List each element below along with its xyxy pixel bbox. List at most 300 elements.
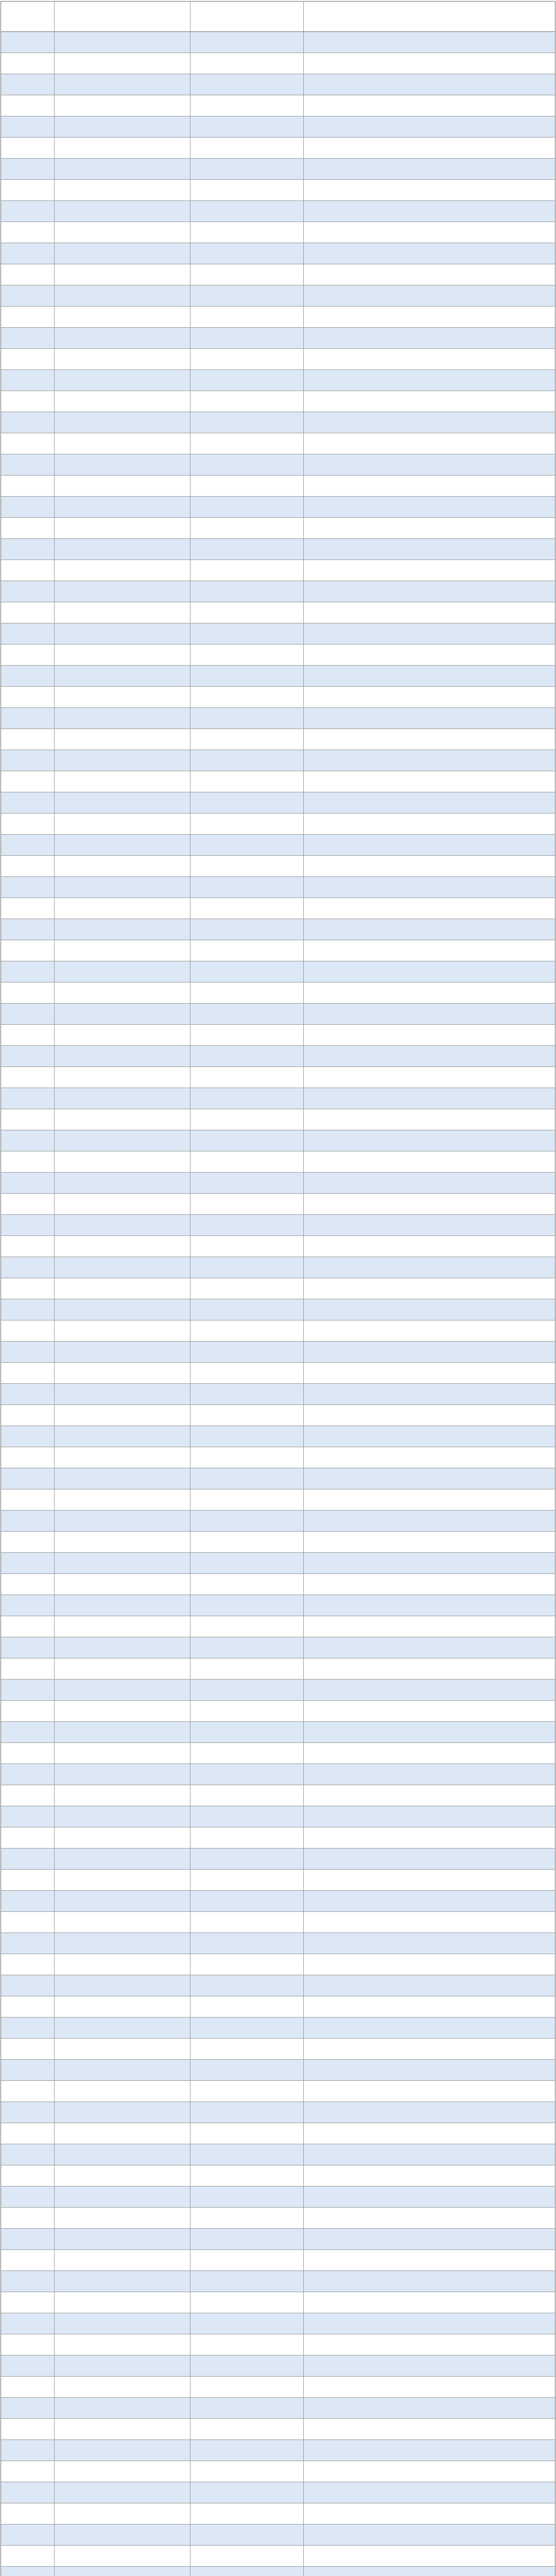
cell-time [190,1511,304,1531]
cell-name [1,560,55,581]
table-row [1,602,555,623]
cell-place [304,1722,555,1742]
cell-place [304,1320,555,1341]
cell-name [1,2419,55,2439]
cell-place [304,1975,555,1996]
cell-name [1,433,55,454]
cell-place [304,581,555,602]
table-row [1,1996,555,2018]
cell-unit [55,74,190,95]
cell-name [1,1658,55,1679]
cell-time [190,940,304,961]
cell-name [1,1130,55,1151]
cell-name [1,518,55,538]
cell-name [1,1151,55,1172]
cell-time [190,1701,304,1721]
cell-name [1,1405,55,1426]
table-row [1,1320,555,1342]
cell-place [304,1130,555,1151]
cell-place [304,1849,555,1869]
cell-time [190,159,304,179]
registration-table [1,1,555,2576]
cell-unit [55,53,190,74]
cell-place [304,2271,555,2292]
cell-unit [55,1299,190,1320]
cell-name [1,1553,55,1573]
cell-place [304,1574,555,1595]
cell-name [1,687,55,707]
cell-place [304,898,555,919]
cell-time [190,1637,304,1658]
cell-name [1,1004,55,1024]
table-row [1,1975,555,1996]
cell-place [304,560,555,581]
cell-name [1,116,55,137]
cell-time [190,2503,304,2524]
cell-name [1,940,55,961]
cell-name [1,1722,55,1742]
cell-place [304,1342,555,1362]
cell-place [304,2018,555,2038]
cell-unit [55,2313,190,2334]
table-row [1,1616,555,1637]
cell-place [304,1405,555,1426]
table-row [1,2440,555,2461]
table-row [1,1511,555,1532]
table-row [1,2567,555,2576]
cell-time [190,856,304,876]
cell-time [190,2377,304,2397]
table-row [1,1574,555,1595]
cell-unit [55,433,190,454]
table-row [1,1236,555,1257]
cell-unit [55,2123,190,2144]
cell-time [190,1130,304,1151]
cell-unit [55,201,190,222]
cell-time [190,1891,304,1911]
cell-time [190,1595,304,1616]
table-row [1,1130,555,1151]
cell-place [304,1954,555,1975]
cell-name [1,1511,55,1531]
cell-unit [55,1320,190,1341]
cell-unit [55,1637,190,1658]
cell-name [1,1680,55,1700]
cell-place [304,180,555,200]
table-row [1,1870,555,1891]
cell-unit [55,1553,190,1573]
cell-time [190,1236,304,1257]
table-row [1,2313,555,2334]
cell-time [190,539,304,560]
cell-name [1,74,55,95]
cell-unit [55,2482,190,2503]
cell-place [304,2377,555,2397]
table-row [1,1680,555,1701]
cell-unit [55,32,190,53]
table-row [1,433,555,454]
cell-name [1,814,55,834]
cell-place [304,1025,555,1045]
cell-place [304,1891,555,1911]
cell-place [304,497,555,517]
table-row [1,560,555,581]
table-row [1,1151,555,1173]
cell-place [304,919,555,940]
cell-unit [55,1743,190,1764]
cell-name [1,1088,55,1109]
table-row [1,1489,555,1511]
cell-time [190,1384,304,1404]
cell-time [190,307,304,327]
cell-place [304,243,555,264]
cell-unit [55,1088,190,1109]
cell-place [304,1785,555,1806]
table-row [1,1827,555,1849]
cell-name [1,2461,55,2482]
cell-unit [55,2271,190,2292]
table-row [1,53,555,74]
cell-name [1,2250,55,2270]
cell-unit [55,2355,190,2376]
cell-unit [55,982,190,1003]
cell-unit [55,750,190,771]
cell-time [190,1215,304,1235]
cell-time [190,328,304,348]
cell-place [304,2503,555,2524]
table-row [1,1405,555,1426]
cell-time [190,2123,304,2144]
cell-name [1,2123,55,2144]
cell-place [304,623,555,644]
cell-time [190,2482,304,2503]
cell-unit [55,1532,190,1552]
cell-unit [55,1004,190,1024]
cell-time [190,1975,304,1996]
table-row [1,771,555,792]
cell-place [304,2165,555,2186]
cell-name [1,729,55,750]
cell-place [304,2461,555,2482]
table-row [1,1637,555,1658]
cell-time [190,1680,304,1700]
cell-place [304,1004,555,1024]
cell-name [1,1257,55,1278]
cell-unit [55,1067,190,1088]
cell-name [1,1447,55,1468]
table-row [1,2039,555,2060]
cell-unit [55,2144,190,2165]
table-row [1,1109,555,1130]
cell-unit [55,1722,190,1742]
cell-time [190,2102,304,2123]
cell-place [304,1109,555,1130]
cell-unit [55,729,190,750]
cell-place [304,1257,555,1278]
cell-unit [55,792,190,813]
cell-name [1,1891,55,1911]
cell-time [190,687,304,707]
cell-place [304,2081,555,2102]
cell-name [1,1870,55,1890]
cell-place [304,961,555,982]
cell-name [1,602,55,623]
column-header-place [304,2,555,31]
table-row [1,497,555,518]
cell-time [190,1363,304,1383]
cell-time [190,919,304,940]
cell-time [190,1067,304,1088]
cell-unit [55,1447,190,1468]
cell-name [1,2355,55,2376]
cell-place [304,1426,555,1447]
table-row [1,940,555,961]
cell-place [304,32,555,53]
cell-place [304,602,555,623]
cell-place [304,1806,555,1827]
cell-unit [55,1109,190,1130]
cell-unit [55,539,190,560]
table-row [1,476,555,497]
cell-time [190,2018,304,2038]
cell-time [190,2334,304,2355]
cell-place [304,201,555,222]
table-row [1,1806,555,1827]
cell-place [304,412,555,433]
table-row [1,2165,555,2187]
cell-time [190,264,304,285]
table-row [1,1785,555,1806]
cell-time [190,53,304,74]
cell-time [190,560,304,581]
table-row [1,2250,555,2271]
cell-time [190,412,304,433]
table-row [1,1532,555,1553]
cell-place [304,2398,555,2418]
cell-name [1,2229,55,2249]
cell-name [1,2102,55,2123]
cell-time [190,2081,304,2102]
cell-name [1,2144,55,2165]
cell-name [1,1489,55,1510]
cell-place [304,940,555,961]
cell-name [1,454,55,475]
cell-unit [55,2419,190,2439]
cell-name [1,2060,55,2080]
cell-name [1,2377,55,2397]
cell-place [304,1363,555,1383]
table-row [1,2398,555,2419]
table-row [1,750,555,771]
cell-time [190,666,304,686]
cell-place [304,2187,555,2207]
cell-time [190,1257,304,1278]
cell-unit [55,1194,190,1214]
cell-unit [55,2187,190,2207]
cell-time [190,898,304,919]
cell-name [1,1954,55,1975]
cell-name [1,708,55,728]
cell-unit [55,1658,190,1679]
table-row [1,2018,555,2039]
cell-time [190,1722,304,1742]
cell-unit [55,1849,190,1869]
cell-place [304,1173,555,1193]
cell-time [190,982,304,1003]
cell-name [1,1320,55,1341]
table-row [1,1173,555,1194]
cell-place [304,2060,555,2080]
table-row [1,1447,555,1468]
cell-time [190,1468,304,1489]
cell-unit [55,2208,190,2228]
cell-unit [55,1870,190,1890]
cell-name [1,877,55,897]
cell-time [190,1004,304,1024]
table-row [1,328,555,349]
table-row [1,1257,555,1278]
cell-unit [55,2081,190,2102]
cell-time [190,1849,304,1869]
cell-unit [55,1933,190,1954]
cell-unit [55,940,190,961]
table-row [1,1933,555,1954]
cell-time [190,497,304,517]
cell-unit [55,1278,190,1299]
cell-time [190,180,304,200]
cell-place [304,1511,555,1531]
cell-unit [55,856,190,876]
table-row [1,1278,555,1299]
cell-name [1,1912,55,1933]
cell-unit [55,180,190,200]
cell-unit [55,1426,190,1447]
cell-time [190,2165,304,2186]
table-row [1,222,555,243]
cell-place [304,454,555,475]
cell-place [304,285,555,306]
cell-time [190,32,304,53]
cell-name [1,645,55,665]
cell-unit [55,1236,190,1257]
cell-name [1,2313,55,2334]
cell-unit [55,602,190,623]
cell-time [190,2208,304,2228]
cell-time [190,116,304,137]
cell-unit [55,1489,190,1510]
table-row [1,2229,555,2250]
cell-time [190,1827,304,1848]
cell-place [304,1658,555,1679]
cell-place [304,1680,555,1700]
cell-unit [55,2377,190,2397]
cell-name [1,1109,55,1130]
cell-unit [55,328,190,348]
cell-unit [55,2229,190,2249]
cell-time [190,1616,304,1637]
cell-name [1,919,55,940]
cell-place [304,2229,555,2249]
cell-unit [55,1806,190,1827]
cell-unit [55,581,190,602]
cell-time [190,1447,304,1468]
cell-unit [55,264,190,285]
table-row [1,1025,555,1046]
cell-unit [55,222,190,243]
column-header-time [190,2,304,31]
cell-place [304,1299,555,1320]
cell-name [1,1046,55,1066]
cell-name [1,1236,55,1257]
cell-time [190,1785,304,1806]
cell-time [190,1278,304,1299]
cell-place [304,2334,555,2355]
table-row [1,708,555,729]
table-row [1,2123,555,2144]
cell-name [1,307,55,327]
cell-time [190,1489,304,1510]
cell-unit [55,307,190,327]
table-row [1,919,555,940]
table-row [1,138,555,159]
table-row [1,2419,555,2440]
table-header [1,2,555,32]
cell-place [304,74,555,95]
table-row [1,116,555,138]
cell-unit [55,1574,190,1595]
cell-time [190,1151,304,1172]
cell-name [1,1532,55,1552]
table-row [1,814,555,835]
cell-place [304,1764,555,1785]
cell-unit [55,1975,190,1996]
cell-name [1,138,55,158]
table-row [1,1954,555,1975]
cell-time [190,602,304,623]
cell-time [190,138,304,158]
cell-unit [55,1785,190,1806]
table-row [1,74,555,95]
table-row [1,898,555,919]
cell-name [1,856,55,876]
cell-unit [55,1996,190,2017]
cell-unit [55,1891,190,1911]
cell-place [304,2313,555,2334]
cell-place [304,2208,555,2228]
table-row [1,2081,555,2102]
cell-place [304,1046,555,1066]
cell-place [304,1996,555,2017]
table-row [1,877,555,898]
cell-name [1,328,55,348]
table-row [1,623,555,645]
cell-place [304,1553,555,1573]
cell-name [1,349,55,369]
cell-place [304,307,555,327]
cell-place [304,1933,555,1954]
table-row [1,1468,555,1489]
cell-unit [55,285,190,306]
table-row [1,729,555,750]
cell-time [190,2313,304,2334]
cell-time [190,645,304,665]
table-row [1,1891,555,1912]
cell-place [304,1236,555,1257]
cell-unit [55,497,190,517]
table-row [1,1553,555,1574]
cell-name [1,1025,55,1045]
table-row [1,2292,555,2313]
